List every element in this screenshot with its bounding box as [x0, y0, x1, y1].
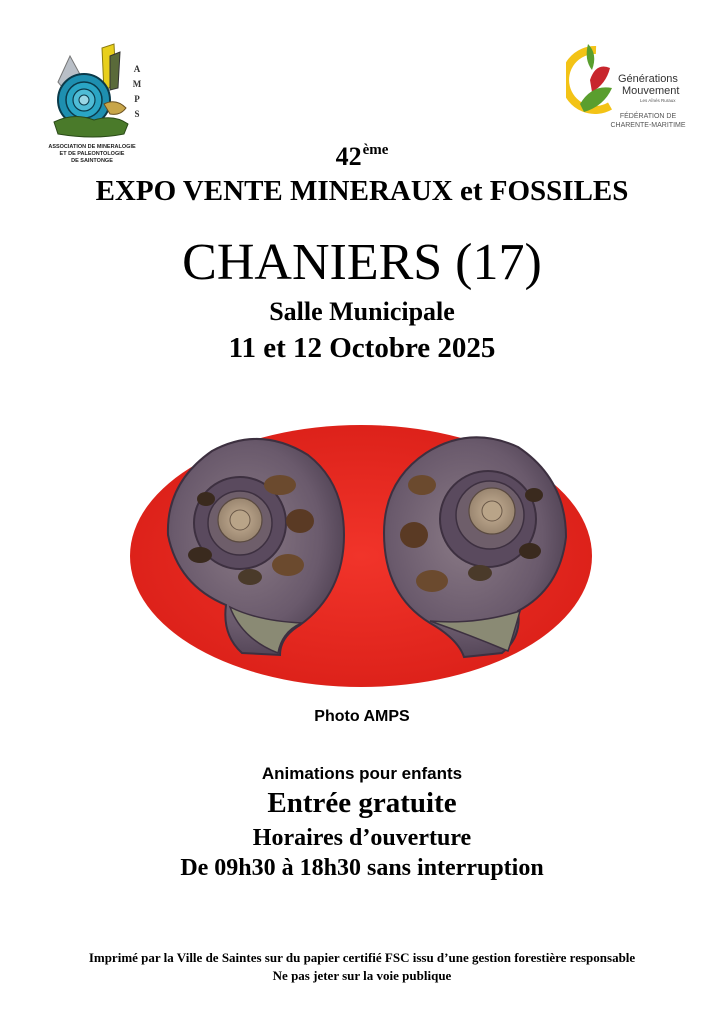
generations-name-line2: Mouvement [622, 85, 680, 97]
event-title: EXPO VENTE MINERAUX et FOSSILES [95, 175, 629, 207]
generations-mouvement-graphic [566, 40, 696, 136]
generations-mouvement-logo [566, 40, 696, 136]
entry-text: Entrée gratuite [267, 787, 457, 819]
generations-tagline: Les Aînés Ruraux [640, 98, 676, 103]
amps-caption-line2: ET DE PALEONTOLOGIE [59, 151, 125, 157]
edition-number-value: 42 [335, 142, 362, 171]
event-venue: Salle Municipale [269, 297, 455, 326]
amps-letter-m: M [132, 79, 142, 89]
edition-number [0, 142, 724, 172]
opening-hours: De 09h30 à 18h30 sans interruption [180, 855, 544, 881]
amps-letter-a: A [133, 64, 141, 74]
federation-line1: FÉDÉRATION DE [619, 113, 677, 120]
animations-text: Animations pour enfants [261, 764, 463, 783]
event-dates: 11 et 12 Octobre 2025 [228, 332, 496, 364]
footer-litter-notice: Ne pas jeter sur la voie publique [272, 968, 452, 983]
event-city: CHANIERS (17) [182, 234, 542, 291]
ammonite-photo-graphic [130, 425, 592, 688]
hours-heading: Horaires d’ouverture [252, 825, 472, 851]
amps-letter-s: S [134, 109, 140, 119]
amps-letter-p: P [134, 94, 140, 104]
edition-suffix: ème [362, 142, 389, 158]
ammonite-photo [130, 425, 592, 688]
amps-caption-line3: DE SAINTONGE [71, 158, 113, 164]
footer-print-notice: Imprimé par la Ville de Saintes sur du papier certifié FSC issu d’une gestion forestière responsable [88, 950, 636, 965]
amps-caption-line1: ASSOCIATION DE MINERALOGIE [48, 144, 136, 150]
photo-caption: Photo AMPS [314, 708, 410, 725]
generations-name-line1: Générations [618, 73, 678, 85]
federation-line2: CHARENTE-MARITIME [610, 122, 686, 129]
